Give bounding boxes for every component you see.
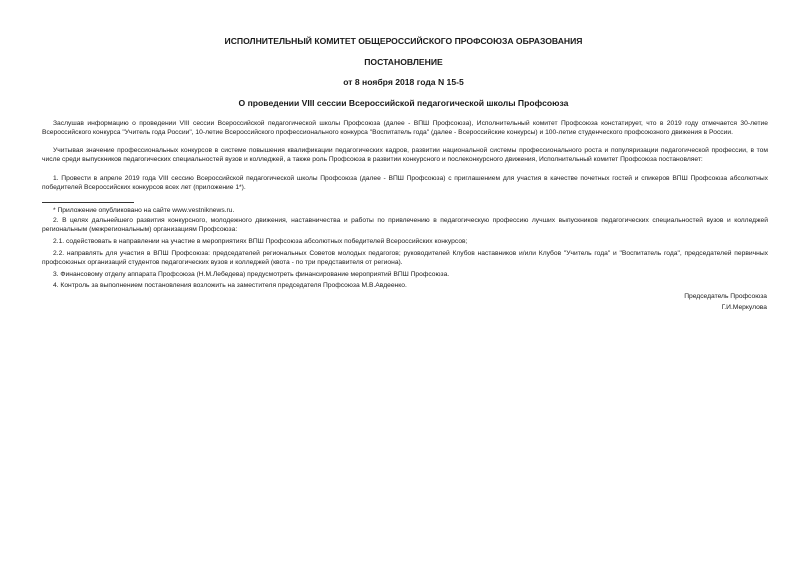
resolution-item-3: 3. Финансовому отделу аппарата Профсоюза (Н.М.Лебедева) предусмотреть финансирование мероприятий ВПШ Профсоюза. — [53, 271, 450, 278]
signature-position: Председатель Профсоюза — [684, 293, 767, 300]
paragraph-intro: Заслушав информацию о проведении VIII сессии Всероссийской педагогической школы Профсоюза (далее - ВПШ Профсоюза), Исполнительный комитет Профсоюза констатирует, что в 2019 году отмечается 30-летие Всероссийского конкурса "Учитель года России", 10-летие Всероссийского профессионального конкурса "Воспитатель года" (далее - Всероссийские конкурсы) и 100-летие студенческого профсоюзного движения в России. — [42, 120, 768, 136]
signature-name: Г.И.Меркулова — [721, 304, 767, 311]
resolution-item-2-2: 2.2. направлять для участия в ВПШ Профсоюза: председателей региональных Советов молодых педагогов; руководителей Клубов наставников и/или Клубов "Учитель года" и "Воспитатель года", председателей первичных профсоюзных организаций студентов педагогических вузов и колледжей (квота - по три представителя от региона). — [42, 250, 768, 266]
resolution-item-2-1: 2.1. содействовать в направлении на участие в мероприятиях ВПШ Профсоюза абсолютных победителей Всероссийских конкурсов; — [53, 238, 468, 245]
resolution-item-1: 1. Провести в апреле 2019 года VIII сессию Всероссийской педагогической школы Профсоюза (далее - ВПШ Профсоюза) с приглашением для участия в качестве почетных гостей и спикеров ВПШ Профсоюза абсолютных победителей Всероссийских конкурсов всех лет (приложение 1*). — [42, 175, 768, 191]
footnote: * Приложение опубликовано на сайте www.vestniknews.ru. — [53, 207, 235, 214]
document-title: О проведении VIII сессии Всероссийской педагогической школы Профсоюза — [238, 98, 569, 108]
resolution-item-2: 2. В целях дальнейшего развития конкурсного, молодежного движения, наставничества и работы по привлечению в педагогическую профессию лучших выпускников педагогических специальностей вузов и колледжей региональным (межрегиональным) организациям Профсоюза: — [42, 217, 768, 233]
paragraph-considering: Учитывая значение профессиональных конкурсов в системе повышения квалификации педагогических кадров, развитии национальной системы профессионального роста и популяризации педагогической профессии, в том числе среди выпускников педагогических специальностей вузов и колледжей, а также роль Профсоюза в развитии конкурсного и послеконкурсного движения, Исполнительный комитет Профсоюза постановляет: — [42, 147, 768, 163]
resolution-item-4: 4. Контроль за выполнением постановления возложить на заместителя председателя Профсоюза М.В.Авдеенко. — [53, 282, 407, 289]
document-type-heading: ПОСТАНОВЛЕНИЕ — [364, 57, 443, 67]
date-number-heading: от 8 ноября 2018 года N 15-5 — [343, 77, 464, 87]
committee-heading: ИСПОЛНИТЕЛЬНЫЙ КОМИТЕТ ОБЩЕРОССИЙСКОГО ПРОФСОЮЗА ОБРАЗОВАНИЯ — [224, 36, 583, 46]
footnote-divider — [42, 202, 134, 203]
